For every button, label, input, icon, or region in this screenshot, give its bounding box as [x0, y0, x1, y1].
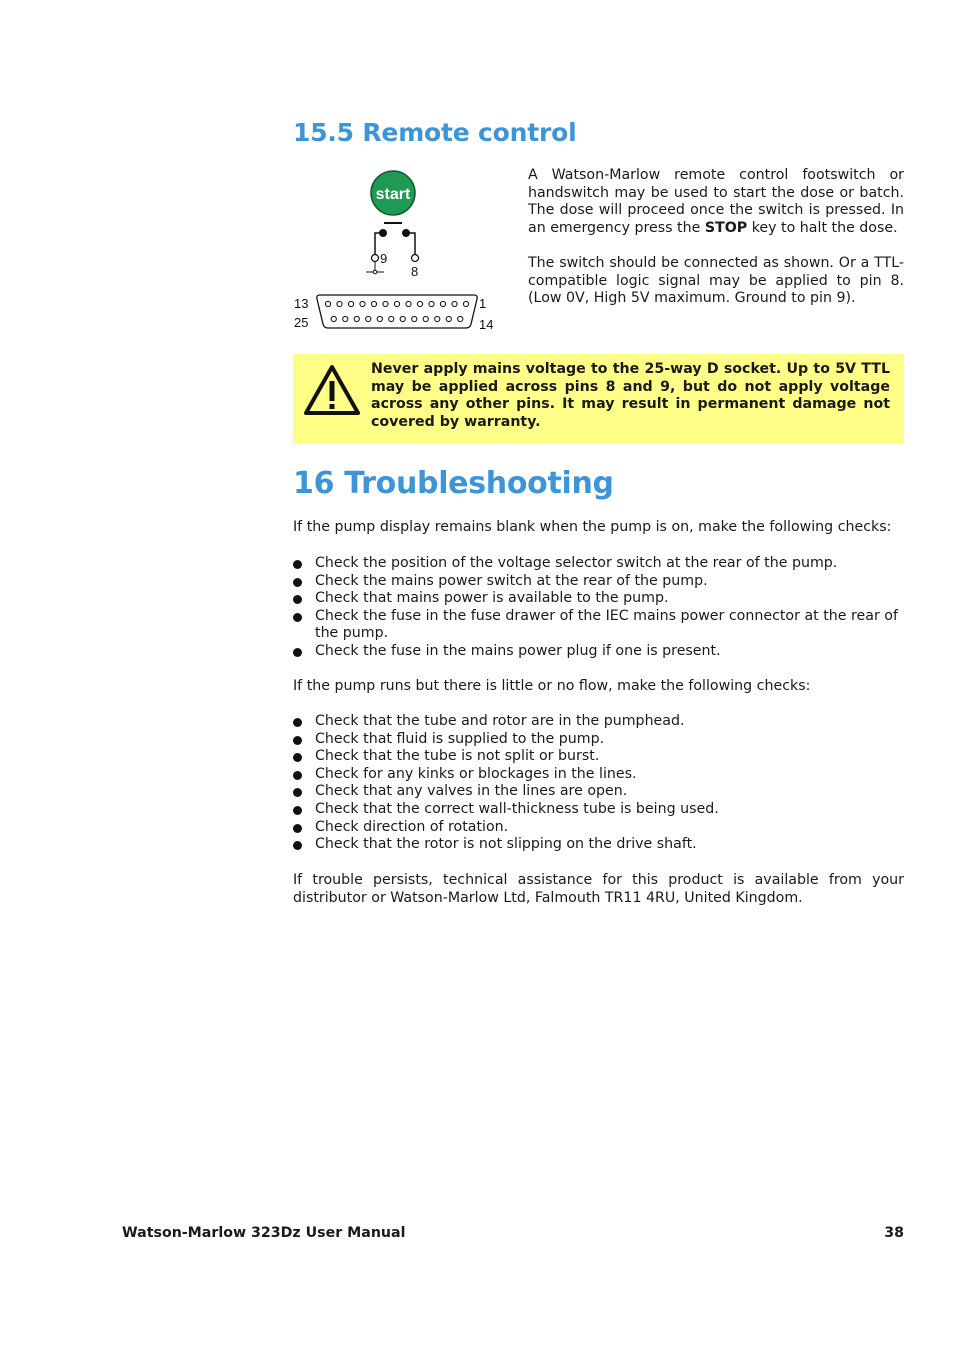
- connector-pin-icon: [389, 316, 394, 321]
- bullet-icon: [293, 771, 302, 780]
- connector-pin-icon: [394, 301, 399, 306]
- list-item: Check that the rotor is not slipping on the drive shaft.: [293, 836, 904, 854]
- pin-1-label: 1: [479, 296, 487, 311]
- remote-control-paragraph-1: A Watson-Marlow remote control footswitch or handswitch may be used to start the dose or batch. The dose will proceed once the switch is pressed. In an emergency press the STOP key to halt the dose.: [528, 167, 904, 236]
- list-item: Check that the tube is not split or burst.: [293, 748, 904, 766]
- connector-pin-icon: [458, 316, 463, 321]
- connector-pin-icon: [377, 316, 382, 321]
- blank-display-checklist: [293, 555, 904, 661]
- bullet-icon: [293, 595, 302, 604]
- bullet-icon: [293, 824, 302, 833]
- bullet-icon: [293, 736, 302, 745]
- bullet-icon: [293, 648, 302, 657]
- connector-pin-icon: [406, 301, 411, 306]
- connector-pin-icon: [423, 316, 428, 321]
- remote-switch-wiring-diagram: [290, 168, 505, 338]
- connector-pin-icon: [452, 301, 457, 306]
- pin-13-label: 13: [294, 296, 309, 311]
- closing-paragraph: If trouble persists, technical assistance for this product is available from your distributor or Watson-Marlow Ltd, Falmouth TR11 4RU, United Kingdom.: [293, 872, 904, 906]
- list-item: Check that the correct wall-thickness tube is being used.: [293, 801, 904, 819]
- no-flow-checklist: [293, 713, 904, 854]
- start-label: start: [375, 186, 411, 203]
- connector-pin-icon: [354, 316, 359, 321]
- section-heading-troubleshooting: 16 Troubleshooting: [293, 466, 614, 501]
- list-item: Check the fuse in the fuse drawer of the IEC mains power connector at the rear of the pump.: [293, 608, 904, 643]
- list-item: Check that fluid is supplied to the pump.: [293, 731, 904, 749]
- no-flow-intro: If the pump runs but there is little or no flow, make the following checks:: [293, 678, 811, 694]
- footer-manual-title: Watson-Marlow 323Dz User Manual: [122, 1225, 406, 1241]
- connector-pin-icon: [383, 301, 388, 306]
- bullet-icon: [293, 806, 302, 815]
- pin-9-terminal-icon: [372, 255, 379, 262]
- connector-pin-icon: [429, 301, 434, 306]
- list-item: Check the mains power switch at the rear of the pump.: [293, 573, 904, 591]
- connector-pin-icon: [435, 316, 440, 321]
- warning-box: [293, 354, 904, 444]
- stop-key-label: STOP: [704, 219, 748, 236]
- connector-pin-icon: [463, 301, 468, 306]
- bullet-icon: [293, 788, 302, 797]
- warning-text: Never apply mains voltage to the 25-way D socket. Up to 5V TTL may be applied across pins 8 and 9, but do not apply voltage across any other pins. It may result in permanent damage not covered by warranty.: [371, 361, 890, 430]
- warning-triangle-icon: [304, 365, 360, 415]
- bullet-icon: [293, 718, 302, 727]
- connector-pin-icon: [360, 301, 365, 306]
- connector-pin-icon: [325, 301, 330, 306]
- bullet-icon: [293, 578, 302, 587]
- pin-14-label: 14: [479, 317, 494, 332]
- connector-pin-icon: [446, 316, 451, 321]
- bullet-icon: [293, 613, 302, 622]
- bullet-icon: [293, 841, 302, 850]
- connector-pin-icon: [343, 316, 348, 321]
- section-heading-remote-control: 15.5 Remote control: [293, 118, 577, 147]
- pin-9-label: 9: [380, 251, 388, 266]
- list-item: Check the fuse in the mains power plug if one is present.: [293, 643, 904, 661]
- d-sub-25-connector-icon: [317, 295, 477, 328]
- connector-pin-icon: [371, 301, 376, 306]
- footer-page-number: 38: [884, 1225, 904, 1241]
- connector-pin-icon: [417, 301, 422, 306]
- connector-pin-icon: [440, 301, 445, 306]
- bullet-icon: [293, 560, 302, 569]
- connector-pin-icon: [400, 316, 405, 321]
- list-item: Check direction of rotation.: [293, 819, 904, 837]
- remote-control-paragraph-2: The switch should be connected as shown. Or a TTL-compatible logic signal may be applied to pin 8. (Low 0V, High 5V maximum. Ground to pin 9).: [528, 254, 904, 307]
- pin-25-label: 25: [294, 315, 309, 330]
- blank-display-intro: If the pump display remains blank when the pump is on, make the following checks:: [293, 519, 892, 535]
- connector-pin-icon: [348, 301, 353, 306]
- connector-pin-icon: [366, 316, 371, 321]
- list-item: Check the position of the voltage selector switch at the rear of the pump.: [293, 555, 904, 573]
- connector-pin-icon: [337, 301, 342, 306]
- connector-pin-icon: [412, 316, 417, 321]
- connector-pin-icon: [331, 316, 336, 321]
- bullet-icon: [293, 753, 302, 762]
- list-item: Check that any valves in the lines are open.: [293, 783, 904, 801]
- list-item: Check that mains power is available to the pump.: [293, 590, 904, 608]
- pin-8-terminal-icon: [412, 255, 419, 262]
- pin-8-label: 8: [411, 264, 419, 279]
- remote-control-description: [528, 167, 904, 308]
- list-item: Check for any kinks or blockages in the lines.: [293, 766, 904, 784]
- list-item: Check that the tube and rotor are in the pumphead.: [293, 713, 904, 731]
